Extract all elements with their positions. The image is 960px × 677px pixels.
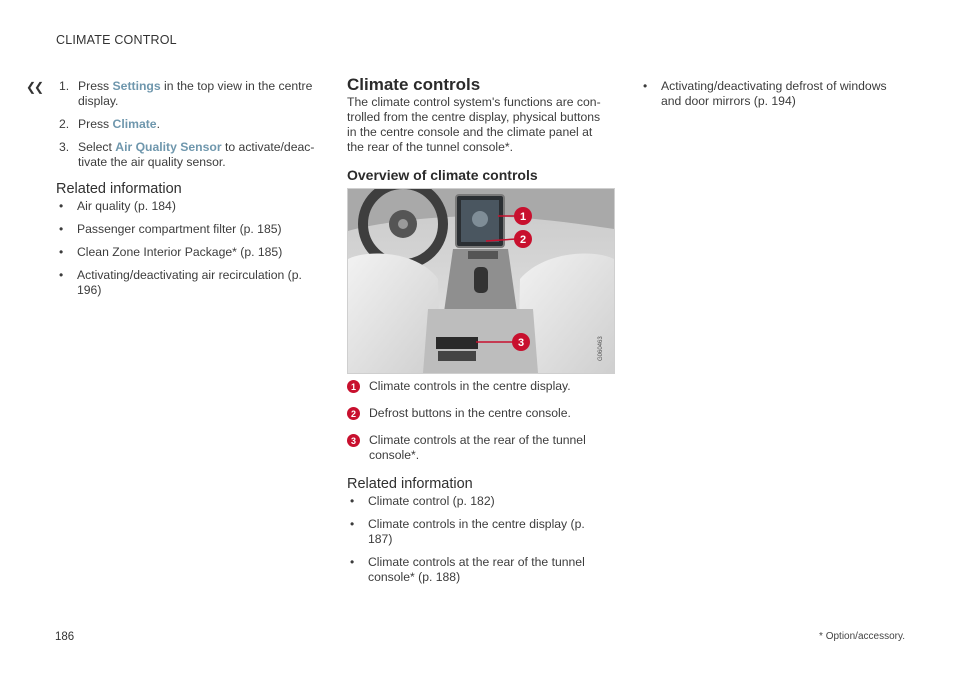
settings-link[interactable]: Settings <box>112 79 161 93</box>
step-text-pre: Press <box>78 79 113 93</box>
related-link-air-recirculation[interactable]: • Activating/deactivating air recirculation (p. 196) <box>56 268 321 298</box>
step-text-post: . <box>156 117 160 131</box>
double-chevron-left-icon[interactable]: ❮❮ <box>26 80 43 94</box>
callout-2-marker-icon <box>347 407 360 420</box>
step-2 <box>56 117 321 132</box>
step-number: 1. <box>59 79 70 93</box>
callout-1-text: Climate controls in the centre display. <box>369 379 571 393</box>
related-link-compartment-filter[interactable]: • Passenger compartment filter (p. 185) <box>56 222 321 237</box>
callout-list <box>347 379 609 593</box>
svg-text:1: 1 <box>350 382 357 392</box>
climate-link[interactable]: Climate <box>112 117 157 131</box>
figure-code: G060463 <box>598 336 604 361</box>
callout-2 <box>347 406 609 421</box>
page-header-title: CLIMATE CONTROL <box>56 33 177 47</box>
svg-text:2: 2 <box>350 409 357 419</box>
related-list <box>56 199 321 298</box>
related-list <box>347 494 609 585</box>
footnote-option-accessory: * Option/accessory. <box>819 631 905 642</box>
callout-3-text: Climate controls at the rear of the tunnel console*. <box>369 433 586 462</box>
related-information-heading: Related information <box>56 181 182 197</box>
step-text-post: in the top view in the centre display. <box>78 79 313 108</box>
step-number: 2. <box>59 117 70 131</box>
left-column <box>56 79 321 306</box>
related-link-climate-control[interactable]: • Climate control (p. 182) <box>347 494 609 509</box>
marker-1: 1 <box>519 211 527 223</box>
step-text-pre: Press <box>78 117 113 131</box>
section-title: Climate controls <box>347 75 481 94</box>
overview-heading: Overview of climate controls <box>347 167 538 183</box>
callout-3-marker-icon <box>347 434 360 447</box>
right-column <box>640 79 902 117</box>
step-text-post: to activate/deac-tivate the air quality sensor. <box>78 140 315 169</box>
related-link-air-quality[interactable]: • Air quality (p. 184) <box>56 199 321 214</box>
marker-2: 2 <box>519 234 527 246</box>
intro-paragraph: The climate control system's functions are con-trolled from the centre display, physical buttons in the centre console and the climate panel at the rear of the tunnel console*. <box>347 95 601 154</box>
middle-column <box>347 77 609 183</box>
step-number: 3. <box>59 140 70 154</box>
svg-text:3: 3 <box>350 436 357 446</box>
climate-controls-illustration <box>347 188 615 374</box>
callout-1 <box>347 379 609 394</box>
related-information-heading: Related information <box>347 476 473 492</box>
step-1 <box>56 79 321 109</box>
related-link-tunnel-console[interactable]: • Climate controls at the rear of the tunnel console* (p. 188) <box>347 555 609 585</box>
step-text-pre: Select <box>78 140 116 154</box>
callout-3 <box>347 433 609 463</box>
callout-1-marker-icon <box>347 380 360 393</box>
callout-2-text: Defrost buttons in the centre console. <box>369 406 571 420</box>
related-link-clean-zone[interactable]: • Clean Zone Interior Package* (p. 185) <box>56 245 321 260</box>
related-link-defrost[interactable]: • Activating/deactivating defrost of windows and door mirrors (p. 194) <box>640 79 902 109</box>
step-3 <box>56 140 321 170</box>
marker-3: 3 <box>517 337 525 349</box>
related-link-centre-display[interactable]: • Climate controls in the centre display (p. 187) <box>347 517 609 547</box>
page-number: 186 <box>55 631 75 643</box>
related-list-continued <box>640 79 902 109</box>
air-quality-sensor-link[interactable]: Air Quality Sensor <box>115 140 222 154</box>
